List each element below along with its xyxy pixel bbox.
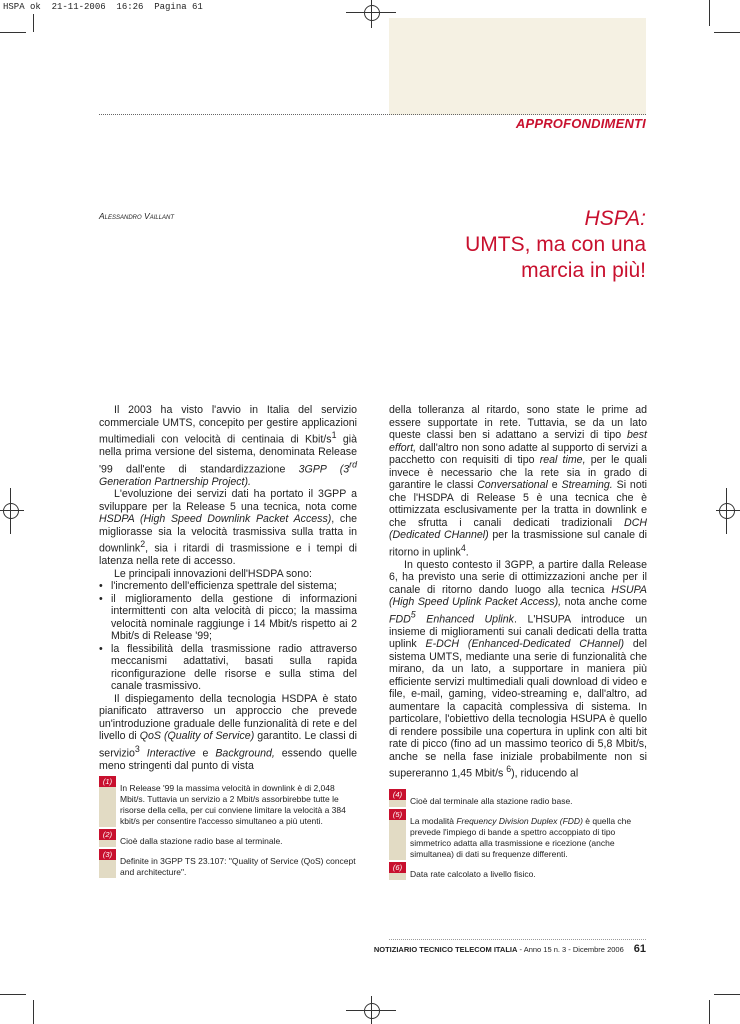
footnote-marker: (6): [389, 862, 406, 880]
list-item: • la flessibilità della trasmissione radio attraverso meccanismi adattativi, basati sulla rapida riconfigurazione delle risorse e sulla stima del canale trasmissivo.: [111, 643, 357, 693]
registration-line: [371, 0, 372, 28]
title-line-2: UMTS, ma con una: [465, 233, 646, 256]
author-name: Alessandro Vaillant: [99, 211, 175, 221]
registration-line: [10, 488, 11, 534]
footnote: [389, 809, 647, 860]
issue-info: - Anno 15 n. 3 - Dicembre 2006: [517, 945, 624, 954]
footnote: [99, 849, 357, 878]
crop-mark: [714, 994, 740, 995]
footnote: [389, 862, 647, 880]
registration-mark-icon: [719, 503, 735, 519]
header-panel: [389, 18, 646, 115]
title-line-1: HSPA:: [584, 207, 646, 230]
crop-mark: [714, 32, 740, 33]
crop-mark: [0, 994, 26, 995]
footnotes-left: [99, 776, 357, 880]
registration-line: [371, 996, 372, 1024]
footnote: [389, 789, 647, 807]
section-label: APPROFONDIMENTI: [515, 116, 646, 131]
crop-mark: [709, 0, 710, 26]
crop-mark: [33, 14, 34, 32]
footnote-text: Definite in 3GPP TS 23.107: "Quality of Service (QoS) concept and architecture".: [120, 856, 356, 877]
innovation-list: [99, 580, 357, 693]
footnote-marker: (3): [99, 849, 116, 878]
paragraph: Il 2003 ha visto l'avvio in Italia del servizio commerciale UMTS, concepito per gestire applicazioni multimediali con velocità di centinaia di Kbit/$s^1$ già nella prima versione del sistema, denominata Release '99 dall'ente di standardizzazione 3GPP (3rd Generation Partnership Project).: [99, 404, 357, 488]
title-line-3: marcia in più!: [521, 259, 646, 282]
footnote-marker: (2): [99, 829, 116, 847]
footnote-marker: (5): [389, 809, 406, 860]
registration-mark-icon: [364, 5, 380, 21]
header-divider: [99, 114, 646, 115]
registration-mark-icon: [3, 503, 19, 519]
journal-name: NOTIZIARIO TECNICO TELECOM ITALIA: [373, 945, 518, 954]
paragraph: della tolleranza al ritardo, sono state le prime ad essere supportate in rete. Tuttavia, se da un lato queste classi ben si adattano a servizi di tipo best effort, dall'altro non sono adatte al supporto di servizi a pacchetto con requisiti di tipo real time, per le quali invece è necessario che la rete sia in grado di garantire le classi Conversational e Streaming. Si noti che l'HSDPA di Release 5 è una tecnica che è ottimizzata esclusivamente per la tratta in downlink e che sfrutta i canali dedicati tradizionali DCH (Dedicated CHannel) per la trasmissione sul canale di ritorno in uplink$^4$.: [389, 404, 648, 559]
footnote-text: Cioè dal terminale alla stazione radio base.: [410, 796, 573, 806]
list-item: • l'incremento dell'efficienza spettrale del sistema;: [111, 580, 357, 593]
crop-mark: [709, 1000, 710, 1024]
footnote-marker: (1): [99, 776, 116, 827]
paragraph: In questo contesto il 3GPP, a partire dalla Release 6, ha previsto una serie di ottimizzazioni anche per il canale di ritorno dando luogo alla tecnica HSUPA (High Speed Uplink Packet Access), nota anche come FDD$^5$ Enhanced Uplink. L'HSUPA introduce un insieme di miglioramenti sui canali dedicati della tratta uplink E-DCH (Enhanced-Dedicated CHannel) del sistema UMTS, mediante una serie di funzionalità che mirano, da un lato, a supportare in maniera più efficiente servizi multimediali quali download di video e file, e-mail, gaming, video-streaming e, dall'altro, ad aumentare la capacità complessiva di sistema. In particolare, l'obiettivo della tecnologia HSUPA è quello di rendere possibile una copertura in uplink con alti bit rate di picco (fino ad un massimo teorico di 5,8 Mbit/s, anche se nella fase iniziale probabilmente non si supereranno 1,45 Mbit/s $^6$), riducendo al: [389, 558, 647, 780]
list-item: • il miglioramento della gestione di informazioni intermittenti con alta velocità di picco; la massima velocità nominale raggiunge i 14 Mbit/s rispetto ai 2 Mbit/s di Release '99;: [111, 593, 357, 643]
page-footer: [374, 943, 646, 955]
footnote: [99, 776, 357, 827]
registration-line: [716, 510, 740, 511]
registration-mark-icon: [364, 1003, 380, 1019]
footnote-text: La modalità Frequency Division Duplex (FDD) è quella che prevede l'impiego di bande a spettro accoppiato di tipo simmetrico adatta alla trasmissione e ricezione (anche simultanea) di dati su frequenze differenti.: [410, 816, 632, 859]
paragraph: Il dispiegamento della tecnologia HSDPA è stato pianificato attraverso un approccio che prevede un'introduzione graduale delle funzionalità di rete e del livello di QoS (Quality of Service) garantito. Le classi di servizio$^3$ Interactive e Background, essendo quelle meno stringenti dal punto di vista: [99, 692, 357, 772]
paragraph: L'evoluzione dei servizi dati ha portato il 3GPP a sviluppare per la Release 5 una tecnica, nota come HSDPA (High Speed Downlink Packet Access), che migliorasse sia la velocità trasmissiva sulla tratta in downlink$^2$, sia i ritardi di trasmissione e i tempi di latenza nella rete di accesso.: [99, 488, 357, 568]
page-number: 61: [633, 943, 646, 955]
body-column-right: [389, 404, 647, 780]
footnote-text: In Release '99 la massima velocità in downlink è di 2,048 Mbit/s. Tuttavia un servizio a 2 Mbit/s assorbirebbe tutte le risorse della cella, per cui conviene limitare la velocità a 384 kbit/s per consentire l'accesso simultaneo a più utenti.: [120, 783, 346, 826]
footnote-text: Cioè dalla stazione radio base al terminale.: [120, 836, 283, 846]
crop-mark: [0, 32, 26, 33]
registration-line: [726, 488, 727, 534]
registration-line: [0, 510, 24, 511]
footnote: [99, 829, 357, 847]
footnote-text: Data rate calcolato a livello fisico.: [410, 869, 536, 879]
footnote-marker: (4): [389, 789, 406, 807]
crop-mark: [33, 1000, 34, 1024]
footnotes-right: [389, 789, 647, 882]
print-slug: HSPA ok 21-11-2006 16:26 Pagina 61: [3, 2, 203, 12]
paragraph: Le principali innovazioni dell'HSDPA sono:: [114, 567, 312, 580]
article-title: [465, 206, 646, 284]
body-column-left: [99, 404, 357, 772]
footer-divider: [389, 939, 646, 940]
